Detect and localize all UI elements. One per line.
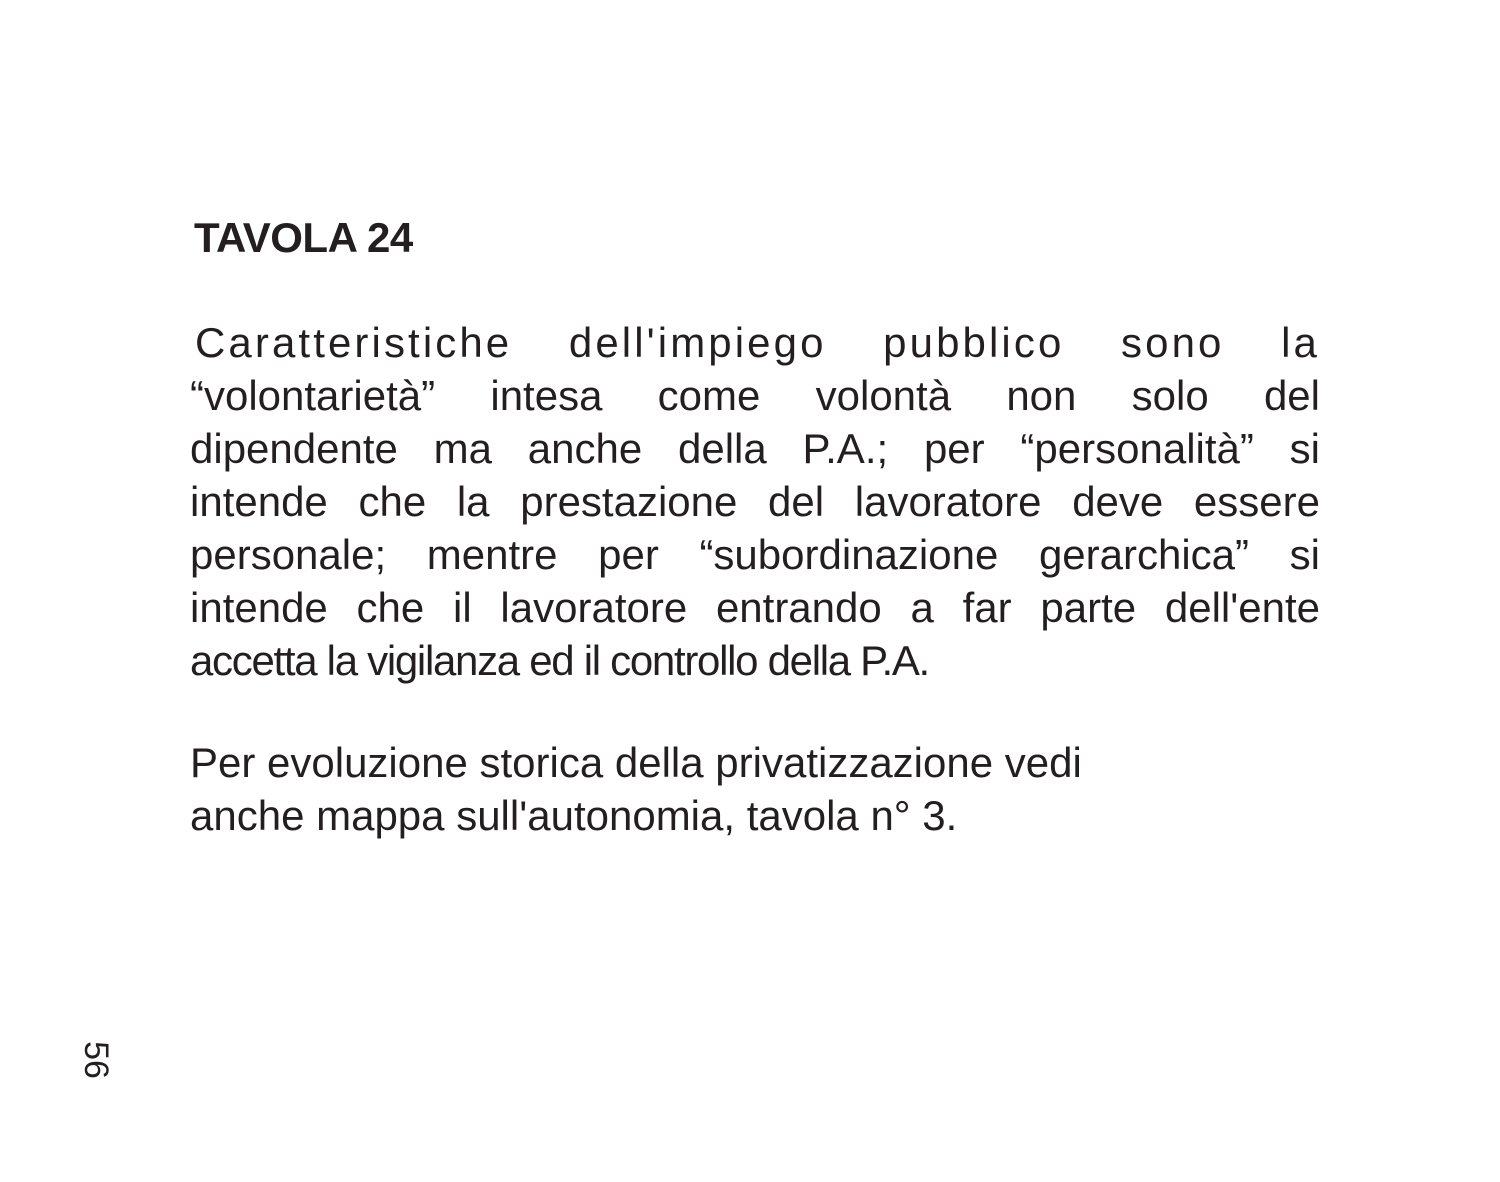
paragraph-line: Caratteristiche dell'impiego pubblico sono la [195,319,1320,366]
page-title: TAVOLA 24 [194,214,413,261]
paragraph-line: intende che il lavoratore entrando a far parte dell'ente [190,584,1320,631]
paragraph-line: anche mappa sull'autonomia, tavola n° 3. [190,792,958,839]
paragraph-line: Per evoluzione storica della privatizzazione vedi [190,739,1082,786]
paragraph-line: personale; mentre per “subordinazione gerarchica” si [190,531,1320,578]
paragraph-line: accetta la vigilanza ed il controllo della P.A. [190,637,929,684]
body-paragraph-reference [190,736,1320,842]
paragraph-line: “volontarietà” intesa come volontà non solo del [190,372,1320,419]
body-paragraph-characteristics [190,316,1320,687]
paragraph-line: intende che la prestazione del lavoratore deve essere [190,478,1320,525]
page-number: 56 [77,1041,115,1079]
paragraph-line: dipendente ma anche della P.A.; per “personalità” si [190,425,1320,472]
